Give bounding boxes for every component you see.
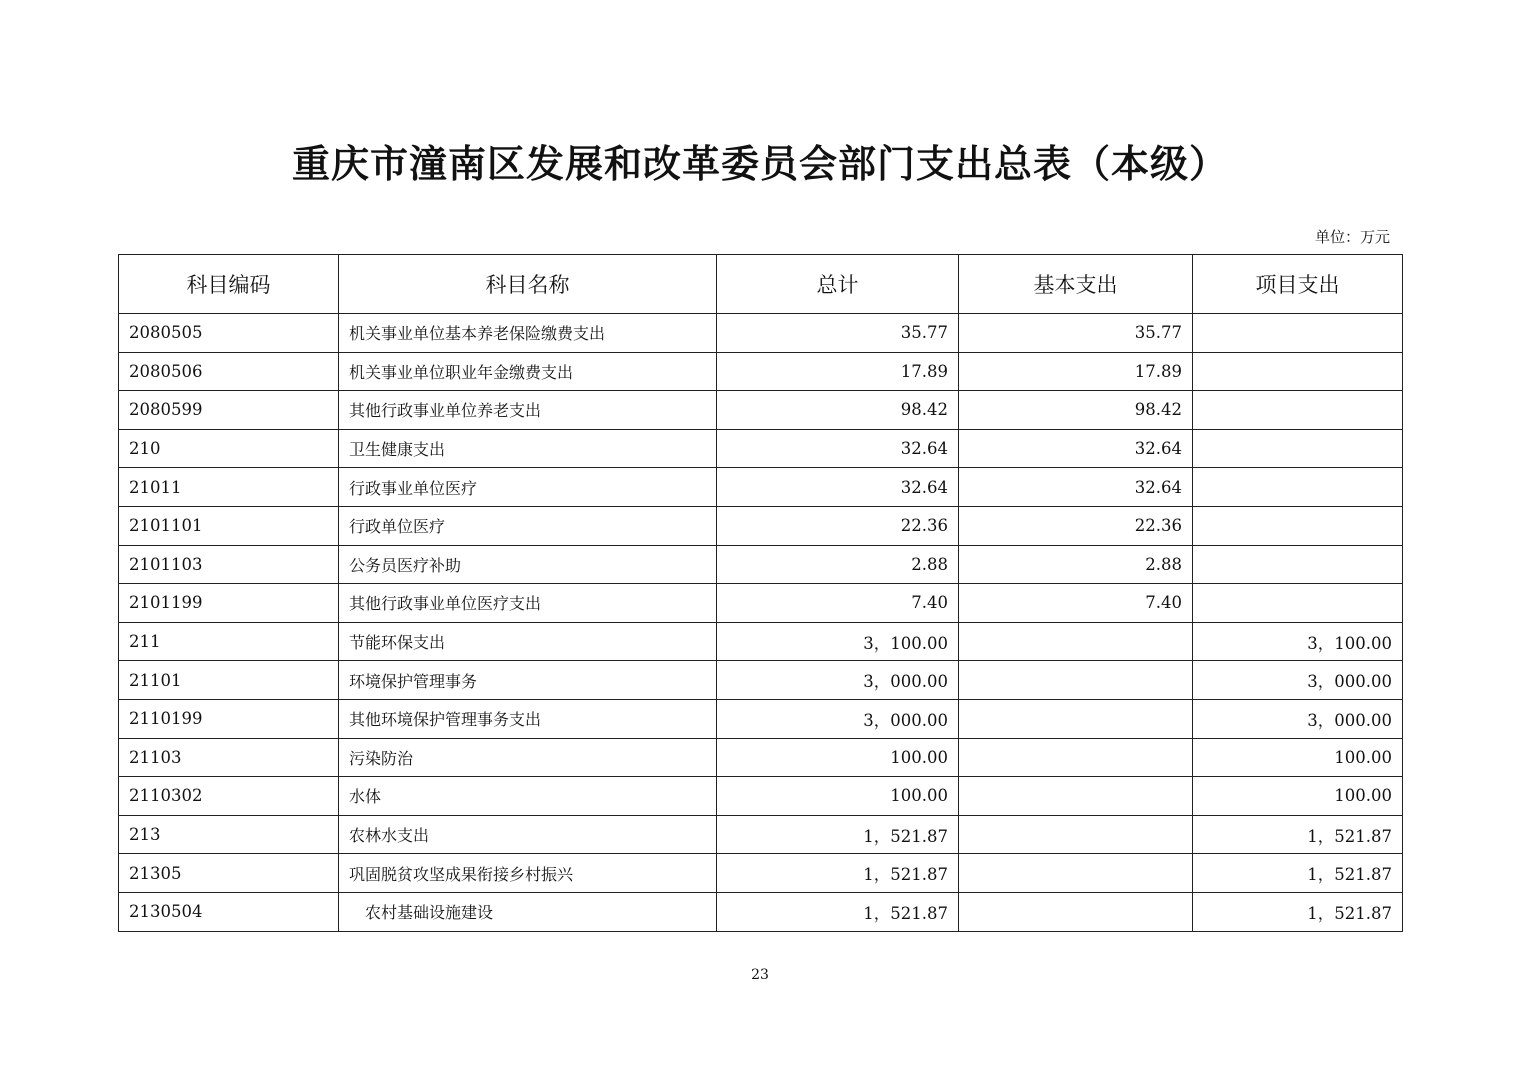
table-row bbox=[119, 314, 1403, 353]
table-row bbox=[119, 584, 1403, 623]
cell-total: 100.00 bbox=[717, 738, 959, 777]
cell-name: 农村基础设施建设 bbox=[339, 892, 717, 931]
cell-total: 7.40 bbox=[717, 584, 959, 623]
cell-basic bbox=[959, 892, 1193, 931]
cell-basic bbox=[959, 699, 1193, 738]
cell-project: 3，000.00 bbox=[1193, 661, 1403, 700]
header-project: 项目支出 bbox=[1193, 255, 1403, 314]
cell-project: 100.00 bbox=[1193, 777, 1403, 816]
table-row bbox=[119, 738, 1403, 777]
cell-code: 2080599 bbox=[119, 391, 339, 430]
cell-total: 32.64 bbox=[717, 429, 959, 468]
cell-project bbox=[1193, 314, 1403, 353]
cell-project: 3，000.00 bbox=[1193, 699, 1403, 738]
cell-total: 35.77 bbox=[717, 314, 959, 353]
cell-project: 1，521.87 bbox=[1193, 815, 1403, 854]
cell-basic bbox=[959, 815, 1193, 854]
cell-name: 卫生健康支出 bbox=[339, 429, 717, 468]
cell-code: 2080506 bbox=[119, 352, 339, 391]
cell-total: 22.36 bbox=[717, 506, 959, 545]
table-row bbox=[119, 506, 1403, 545]
table-row bbox=[119, 661, 1403, 700]
cell-total: 17.89 bbox=[717, 352, 959, 391]
table-row bbox=[119, 892, 1403, 931]
cell-code: 21101 bbox=[119, 661, 339, 700]
cell-code: 21011 bbox=[119, 468, 339, 507]
cell-total: 98.42 bbox=[717, 391, 959, 430]
table-header-row bbox=[119, 255, 1403, 314]
table-body bbox=[119, 314, 1403, 932]
cell-basic: 32.64 bbox=[959, 429, 1193, 468]
cell-total: 3，100.00 bbox=[717, 622, 959, 661]
cell-code: 2130504 bbox=[119, 892, 339, 931]
header-total: 总计 bbox=[717, 255, 959, 314]
cell-project: 3，100.00 bbox=[1193, 622, 1403, 661]
cell-name: 行政单位医疗 bbox=[339, 506, 717, 545]
cell-basic: 32.64 bbox=[959, 468, 1193, 507]
header-basic: 基本支出 bbox=[959, 255, 1193, 314]
table-row bbox=[119, 622, 1403, 661]
header-code: 科目编码 bbox=[119, 255, 339, 314]
page-title: 重庆市潼南区发展和改革委员会部门支出总表（本级） bbox=[291, 142, 1228, 186]
cell-name: 巩固脱贫攻坚成果衔接乡村振兴 bbox=[339, 854, 717, 893]
cell-total: 100.00 bbox=[717, 777, 959, 816]
page-number: 23 bbox=[751, 967, 769, 983]
cell-project bbox=[1193, 545, 1403, 584]
cell-code: 213 bbox=[119, 815, 339, 854]
table-row bbox=[119, 777, 1403, 816]
expenditure-table bbox=[118, 254, 1403, 932]
cell-project bbox=[1193, 468, 1403, 507]
cell-project: 1，521.87 bbox=[1193, 892, 1403, 931]
cell-code: 210 bbox=[119, 429, 339, 468]
cell-basic: 22.36 bbox=[959, 506, 1193, 545]
cell-total: 1，521.87 bbox=[717, 854, 959, 893]
cell-project bbox=[1193, 506, 1403, 545]
table-row bbox=[119, 699, 1403, 738]
cell-code: 21103 bbox=[119, 738, 339, 777]
cell-basic: 17.89 bbox=[959, 352, 1193, 391]
cell-code: 21305 bbox=[119, 854, 339, 893]
cell-basic bbox=[959, 854, 1193, 893]
cell-total: 1，521.87 bbox=[717, 815, 959, 854]
cell-project bbox=[1193, 352, 1403, 391]
cell-basic: 35.77 bbox=[959, 314, 1193, 353]
cell-code: 2110302 bbox=[119, 777, 339, 816]
cell-project bbox=[1193, 429, 1403, 468]
cell-code: 2101199 bbox=[119, 584, 339, 623]
cell-code: 2101103 bbox=[119, 545, 339, 584]
cell-project: 100.00 bbox=[1193, 738, 1403, 777]
table-row bbox=[119, 854, 1403, 893]
cell-project bbox=[1193, 584, 1403, 623]
cell-basic bbox=[959, 622, 1193, 661]
cell-name: 污染防治 bbox=[339, 738, 717, 777]
cell-name: 环境保护管理事务 bbox=[339, 661, 717, 700]
table-row bbox=[119, 352, 1403, 391]
cell-project bbox=[1193, 391, 1403, 430]
cell-name: 其他行政事业单位养老支出 bbox=[339, 391, 717, 430]
cell-total: 2.88 bbox=[717, 545, 959, 584]
cell-project: 1，521.87 bbox=[1193, 854, 1403, 893]
cell-name: 机关事业单位基本养老保险缴费支出 bbox=[339, 314, 717, 353]
cell-name: 农林水支出 bbox=[339, 815, 717, 854]
cell-code: 211 bbox=[119, 622, 339, 661]
cell-name: 其他行政事业单位医疗支出 bbox=[339, 584, 717, 623]
table-row bbox=[119, 429, 1403, 468]
cell-total: 3，000.00 bbox=[717, 699, 959, 738]
table-row bbox=[119, 468, 1403, 507]
cell-code: 2110199 bbox=[119, 699, 339, 738]
cell-total: 32.64 bbox=[717, 468, 959, 507]
cell-name: 行政事业单位医疗 bbox=[339, 468, 717, 507]
table-row bbox=[119, 815, 1403, 854]
table-row bbox=[119, 545, 1403, 584]
cell-total: 1，521.87 bbox=[717, 892, 959, 931]
unit-label: 单位：万元 bbox=[1314, 228, 1390, 246]
cell-code: 2101101 bbox=[119, 506, 339, 545]
cell-basic bbox=[959, 738, 1193, 777]
header-name: 科目名称 bbox=[339, 255, 717, 314]
cell-basic bbox=[959, 661, 1193, 700]
table-row bbox=[119, 391, 1403, 430]
cell-name: 公务员医疗补助 bbox=[339, 545, 717, 584]
cell-basic: 98.42 bbox=[959, 391, 1193, 430]
cell-basic bbox=[959, 777, 1193, 816]
cell-name: 节能环保支出 bbox=[339, 622, 717, 661]
cell-name: 水体 bbox=[339, 777, 717, 816]
cell-basic: 2.88 bbox=[959, 545, 1193, 584]
cell-name: 机关事业单位职业年金缴费支出 bbox=[339, 352, 717, 391]
cell-total: 3，000.00 bbox=[717, 661, 959, 700]
cell-code: 2080505 bbox=[119, 314, 339, 353]
cell-name: 其他环境保护管理事务支出 bbox=[339, 699, 717, 738]
cell-basic: 7.40 bbox=[959, 584, 1193, 623]
